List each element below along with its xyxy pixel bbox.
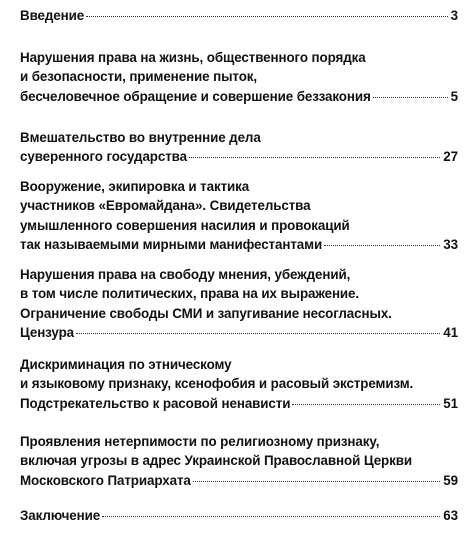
toc-entry-discrimination[interactable] xyxy=(20,355,458,413)
toc-page-number: 51 xyxy=(443,395,458,411)
toc-entry-title-line: Подстрекательство к расовой ненависти xyxy=(20,395,291,411)
toc-entry-title-line: Заключение xyxy=(20,508,101,523)
toc-entry-title-line: участников «Евромайдана». Свидетельства xyxy=(20,198,311,214)
toc-entry-conclusion[interactable] xyxy=(20,506,458,525)
toc-entry-introduction[interactable] xyxy=(20,6,458,25)
dot-leader xyxy=(324,245,440,246)
toc-entry-title-line: Нарушения права на жизнь, общественного порядка xyxy=(20,50,366,65)
toc-entry-freedom-of-opinion[interactable] xyxy=(20,265,458,343)
toc-entry-title-line: и безопасности, применение пыток, xyxy=(20,69,258,85)
toc-entry-title-line: Ограничение свободы СМИ и запугивание несогласных. xyxy=(20,305,392,321)
dot-leader xyxy=(86,16,448,17)
toc-entry-title-line: включая угрозы в адрес Украинской Православной Церкви xyxy=(20,453,412,469)
toc-entry-religious-intolerance[interactable] xyxy=(20,432,458,490)
toc-entry-armament[interactable] xyxy=(20,177,458,255)
toc-entry-title-line: умышленного совершения насилия и провокаций xyxy=(20,217,350,233)
toc-entry-title-line: в том числе политических, права на их выражение. xyxy=(20,286,360,302)
toc-entry-title-line: бесчеловечное обращение и совершение беззакония xyxy=(20,88,371,104)
toc-page-number: 5 xyxy=(450,88,458,104)
dot-leader xyxy=(373,97,448,98)
toc-entry-title-line: Нарушения права на свободу мнения, убеждений, xyxy=(20,267,351,282)
toc-entry-title-line: Вмешательство во внутренние дела xyxy=(20,130,261,145)
toc-entry-title-line: и языковому признаку, ксенофобия и расовый экстремизм. xyxy=(20,376,414,392)
dot-leader xyxy=(193,481,441,482)
toc-page-number: 3 xyxy=(450,8,458,23)
toc-entry-right-to-life[interactable] xyxy=(20,48,458,106)
toc-page-number: 59 xyxy=(443,472,458,488)
toc-entry-title-line: суверенного государства xyxy=(20,149,187,165)
toc-entry-title-line: Московского Патриархата xyxy=(20,472,191,488)
dot-leader xyxy=(76,333,440,334)
dot-leader xyxy=(189,157,440,158)
toc-page-number: 41 xyxy=(443,325,458,341)
toc-page-number: 27 xyxy=(443,149,458,165)
toc-entry-title-line: Вооружение, экипировка и тактика xyxy=(20,179,250,194)
dot-leader xyxy=(102,516,440,517)
toc-entry-title-line: Введение xyxy=(20,8,85,23)
toc-page-number: 33 xyxy=(443,237,458,253)
toc-page-number: 63 xyxy=(443,508,458,523)
toc-entry-title-line: так называемыми мирными манифестантами xyxy=(20,237,323,253)
dot-leader xyxy=(292,404,440,405)
toc-entry-interference[interactable] xyxy=(20,128,458,167)
toc-entry-title-line: Дискриминация по этническому xyxy=(20,357,232,372)
toc-entry-title-line: Проявления нетерпимости по религиозному признаку, xyxy=(20,434,380,449)
toc-entry-title-line: Цензура xyxy=(20,325,75,341)
